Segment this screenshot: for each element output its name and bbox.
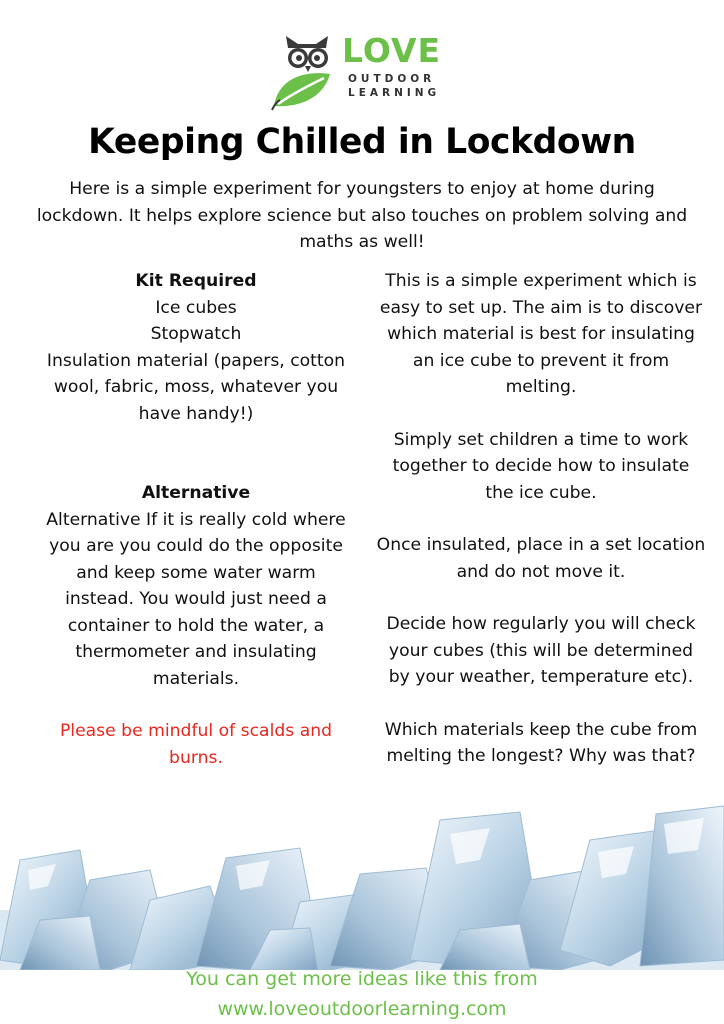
kit-heading: Kit Required	[135, 271, 257, 291]
spacer	[376, 691, 706, 717]
right-column	[376, 268, 706, 770]
website-link[interactable]: www.loveoutdoorlearning.com	[217, 998, 507, 1020]
spacer	[40, 427, 352, 480]
alternative-heading: Alternative	[141, 483, 251, 503]
safety-warning: Please be mindful of scalds and burns.	[59, 721, 333, 768]
instruction-paragraph: Decide how regularly you will check your cubes (this will be determined by your weather, temperature etc).	[386, 614, 696, 687]
logo-outdoor: OUTDOOR	[348, 73, 436, 85]
instruction-paragraph: Simply set children a time to work together to decide how to insulate the ice cube.	[392, 429, 690, 503]
kit-item: Ice cubes	[155, 297, 237, 318]
logo-love: LOVE	[342, 31, 442, 70]
instruction-paragraph: Which materials keep the cube from melting the longest? Why was that?	[384, 719, 698, 766]
kit-item: Insulation material (papers, cotton wool, fabric, moss, whatever you have handy!)	[46, 350, 346, 424]
footer	[0, 964, 724, 1024]
instruction-paragraph: Once insulated, place in a set location and do not move it.	[376, 535, 706, 582]
footer-text: You can get more ideas like this from	[186, 968, 538, 990]
logo	[268, 28, 468, 112]
left-column	[40, 268, 352, 771]
spacer	[40, 692, 352, 718]
kit-item: Stopwatch	[150, 324, 242, 344]
ice-cubes-image	[0, 790, 724, 970]
intro-paragraph: Here is a simple experiment for youngsters to enjoy at home during lockdown. It helps explore science but also touches on problem solving and maths as well!	[36, 179, 688, 252]
spacer	[376, 401, 706, 427]
spacer	[376, 585, 706, 611]
instruction-paragraph: This is a simple experiment which is easy to set up. The aim is to discover which material is best for insulating an ice cube to prevent it from melting.	[379, 271, 703, 397]
page-title: Keeping Chilled in Lockdown	[88, 122, 636, 162]
owl-leaf-icon	[268, 28, 346, 112]
spacer	[376, 506, 706, 532]
alternative-body: Alternative If it is really cold where you are you could do the opposite and keep some water warm instead. You would just need a container to hold the water, a thermometer and insulating materials.	[46, 509, 346, 689]
logo-learning: LEARNING	[348, 87, 441, 99]
